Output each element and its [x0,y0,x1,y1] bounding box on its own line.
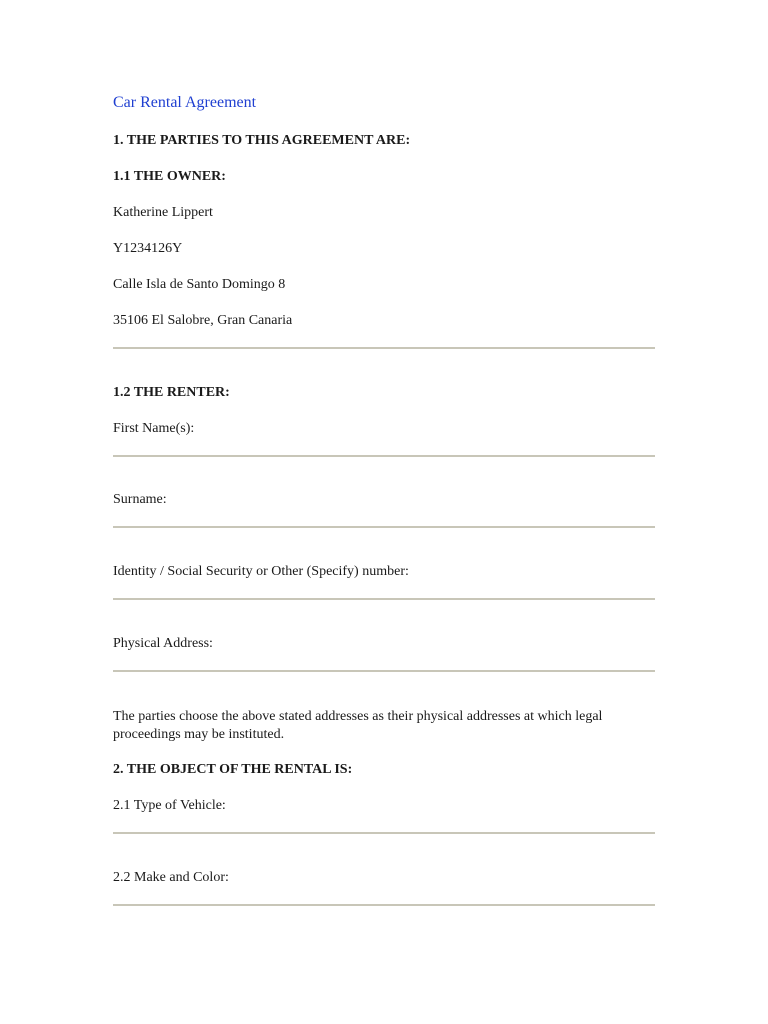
owner-street: Calle Isla de Santo Domingo 8 [113,277,286,292]
make-color-line[interactable] [113,904,655,906]
section-2-heading: 2. THE OBJECT OF THE RENTAL IS: [113,762,353,777]
make-color-label: 2.2 Make and Color: [113,870,229,885]
first-names-label: First Name(s): [113,421,195,436]
owner-divider [113,347,655,349]
surname-line[interactable] [113,526,655,528]
owner-heading: 1.1 THE OWNER: [113,169,226,184]
identity-label: Identity / Social Security or Other (Specify) number: [113,564,409,579]
owner-name: Katherine Lippert [113,205,213,220]
vehicle-type-line[interactable] [113,832,655,834]
owner-id: Y1234126Y [113,241,183,256]
section-1-heading: 1. THE PARTIES TO THIS AGREEMENT ARE: [113,133,411,148]
vehicle-type-label: 2.1 Type of Vehicle: [113,798,226,813]
address-label: Physical Address: [113,636,213,651]
address-line[interactable] [113,670,655,672]
identity-line[interactable] [113,598,655,600]
owner-city: 35106 El Salobre, Gran Canaria [113,313,293,328]
surname-label: Surname: [113,492,167,507]
first-names-line[interactable] [113,455,655,457]
addresses-note: The parties choose the above stated addresses as their physical addresses at which legal proceedings may be instituted. [113,709,603,742]
document-title: Car Rental Agreement [113,94,257,111]
renter-heading: 1.2 THE RENTER: [113,385,230,400]
